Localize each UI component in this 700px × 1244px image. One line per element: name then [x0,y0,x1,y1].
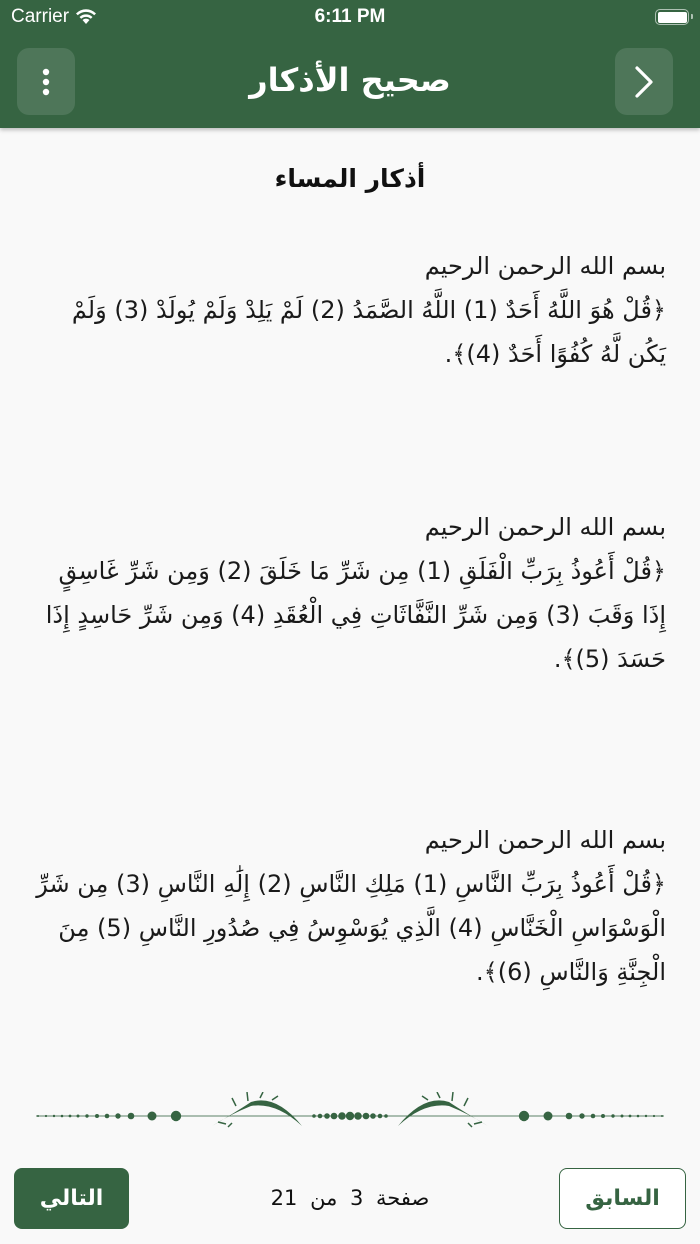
basmala: بسم الله الرحمن الرحيم [424,513,666,541]
battery-icon [655,9,689,25]
dhikr-text: ﴿قُلْ أَعُوذُ بِرَبِّ النَّاسِ (1) مَلِكِ النَّاسِ (2) إِلَٰهِ النَّاسِ (3) مِن شَرِّ الْوَسْوَاسِ الْخَنَّاسِ (4) الَّذِي يُوَسْوِسُ فِي صُدُورِ النَّاسِ (5) مِنَ الْجِنَّةِ وَالنَّاسِ (6)﴾. [36,870,666,986]
next-button[interactable]: التالي [14,1168,129,1229]
status-bar [0,0,700,36]
app-title: صحيح الأذكار [249,61,451,99]
carrier-label: Carrier [11,6,70,27]
clock: 6:11 PM [314,6,386,27]
dhikr-item [34,505,666,681]
dhikr-text: ﴿قُلْ هُوَ اللَّهُ أَحَدٌ (1) اللَّهُ الصَّمَدُ (2) لَمْ يَلِدْ وَلَمْ يُولَدْ (3) وَلَمْ يَكُن لَّهُ كُفُوًا أَحَدٌ (4)﴾. [71,296,666,368]
basmala: بسم الله الرحمن الرحيم [424,826,666,854]
dhikr-item [34,244,666,376]
basmala: بسم الله الرحمن الرحيم [424,252,666,280]
top-bar [0,0,700,128]
chevron-right-icon [633,65,655,99]
previous-button[interactable]: السابق [559,1168,686,1229]
page-indicator: صفحة 3 من 21 [270,1186,430,1210]
section-title: أذكار المساء [274,164,426,193]
forward-button[interactable] [615,48,673,115]
ornament-divider [36,1092,664,1132]
dhikr-item [34,818,666,994]
dhikr-text: ﴿قُلْ أَعُوذُ بِرَبِّ الْفَلَقِ (1) مِن شَرِّ مَا خَلَقَ (2) وَمِن شَرِّ غَاسِقٍ إِذَا وَقَبَ (3) وَمِن شَرِّ النَّفَّاثَاتِ فِي الْعُقَدِ (4) وَمِن شَرِّ حَاسِدٍ إِذَا حَسَدَ (5)﴾. [45,557,666,673]
